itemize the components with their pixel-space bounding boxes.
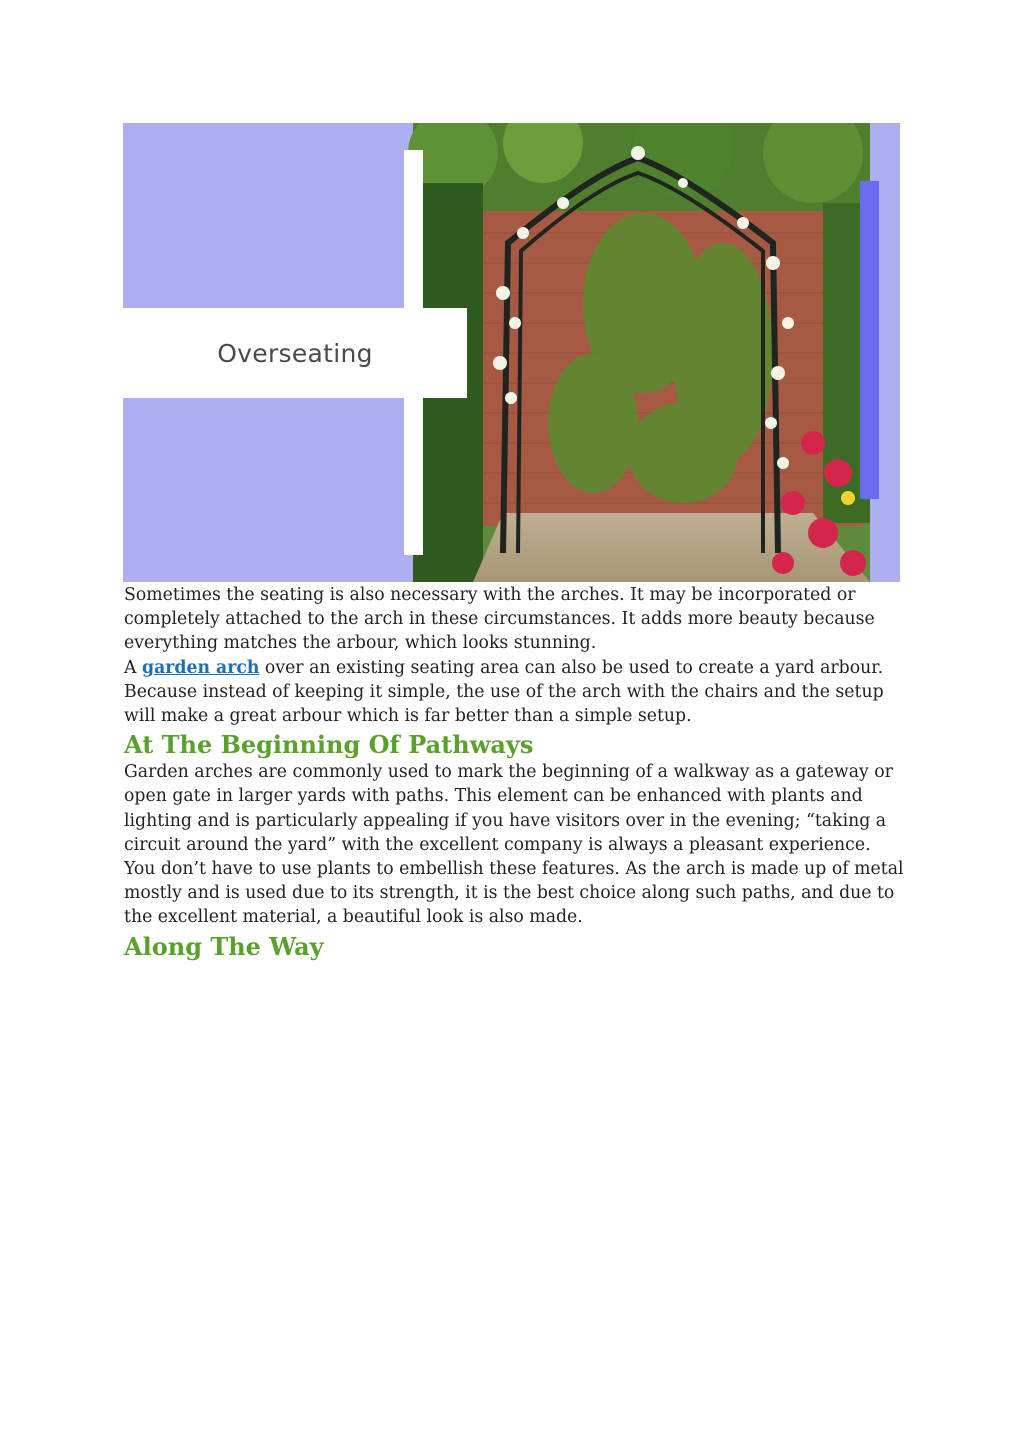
- hero-image: [123, 123, 900, 582]
- image-caption: Overseating: [217, 338, 373, 368]
- article-body: [124, 583, 904, 962]
- paragraph: Garden arches are commonly used to mark the beginning of a walkway as a gateway or open gate in larger yards with paths. This element can be enhanced with plants and lighting and is particularly appealing if you have visitors over in the evening; “taking a circuit around the yard” with the excellent company is always a pleasant experience. You don’t have to use plants to embellish these features. As the arch is made up of metal mostly and is used due to its strength, it is the best choice along such paths, and due to the excellent material, a beautiful look is also made.: [124, 762, 904, 928]
- paragraph-suffix: over an existing seating area can also be used to create a yard arbour. Because instead of keeping it simple, the use of the arch with the chairs and the setup will make a great arbour which is far better than a simple setup.: [124, 657, 884, 727]
- accent-bar: [860, 181, 879, 499]
- photo: [408, 123, 873, 582]
- paragraph: [124, 656, 904, 729]
- paragraph: Sometimes the seating is also necessary with the arches. It may be incorporated or completely attached to the arch in these circumstances. It adds more beauty because everything matches the arbour, which looks stunning.: [124, 585, 875, 654]
- garden-arch-link[interactable]: garden arch: [141, 657, 260, 678]
- paragraph-prefix: A: [124, 657, 142, 678]
- section-heading: At The Beginning Of Pathways: [124, 730, 534, 760]
- caption-box: [123, 308, 467, 398]
- section-heading: Along The Way: [124, 931, 324, 961]
